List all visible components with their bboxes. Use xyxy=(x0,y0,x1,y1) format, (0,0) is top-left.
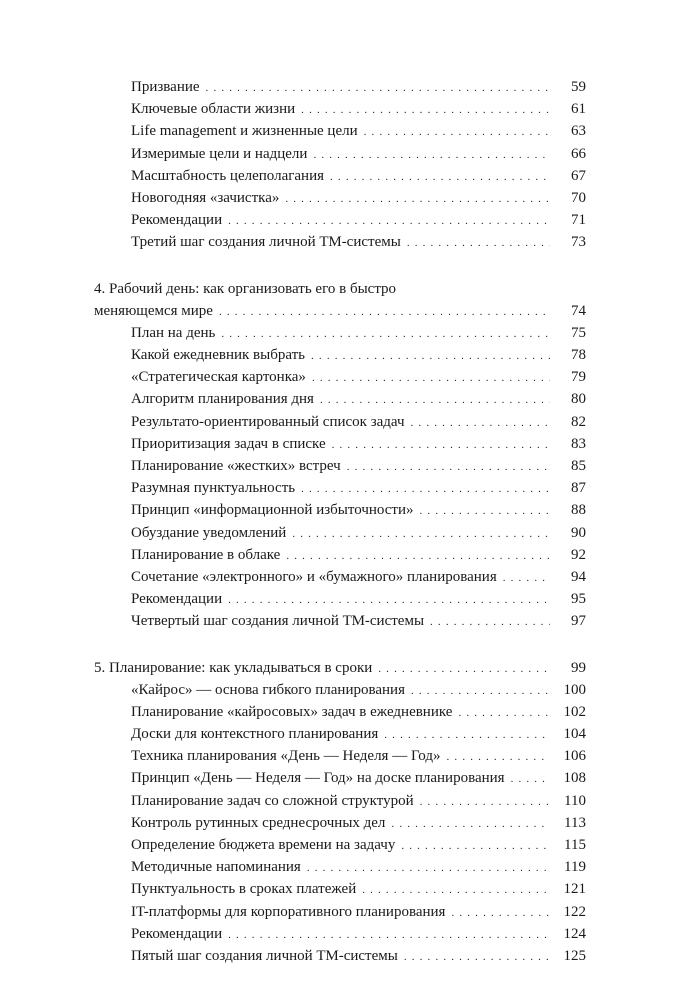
dot-leader xyxy=(420,791,550,813)
dot-leader xyxy=(221,323,550,345)
toc-entry[interactable] xyxy=(94,856,586,878)
chapter-title-text: 5. Планирование: как укладываться в сроки xyxy=(94,659,373,676)
dot-leader xyxy=(228,924,550,946)
toc-entry-page: 73 xyxy=(571,234,586,251)
dot-leader xyxy=(391,813,550,835)
toc-entry-page: 71 xyxy=(571,212,586,229)
toc-entry-page: 92 xyxy=(571,546,586,563)
dot-leader xyxy=(451,902,550,924)
toc-entry-page: 100 xyxy=(563,681,586,698)
toc-entry-page: 104 xyxy=(563,726,586,743)
toc-entry[interactable] xyxy=(94,610,586,632)
dot-leader xyxy=(447,746,550,768)
dot-leader xyxy=(347,456,550,478)
toc-entry-title: Обуздание уведомлений xyxy=(131,524,287,541)
toc-entry[interactable] xyxy=(94,322,586,344)
toc-entry[interactable] xyxy=(94,165,586,187)
dot-leader xyxy=(330,166,550,188)
toc-entry-page: 67 xyxy=(571,167,586,184)
toc-entry[interactable] xyxy=(94,767,586,789)
toc-entry[interactable] xyxy=(94,812,586,834)
dot-leader xyxy=(503,567,550,589)
dot-leader xyxy=(364,121,550,143)
toc-entry-title: IT-платформы для корпоративного планирования xyxy=(131,903,446,920)
toc-entry[interactable] xyxy=(94,745,586,767)
toc-entry-page: 102 xyxy=(563,703,586,720)
toc-entry-title: Life management и жизненные цели xyxy=(131,123,358,140)
toc-entry-title: Планирование «кайросовых» задач в ежедневнике xyxy=(131,703,453,720)
toc-entry-page: 78 xyxy=(571,347,586,364)
toc-entry[interactable] xyxy=(94,923,586,945)
dot-leader xyxy=(511,768,550,790)
toc-entry-page: 87 xyxy=(571,480,586,497)
toc-entry[interactable] xyxy=(94,120,586,142)
toc-entry-title: Результато-ориентированный список задач xyxy=(131,413,405,430)
dot-leader xyxy=(401,835,550,857)
toc-entry[interactable] xyxy=(94,455,586,477)
toc-entry-title: Пятый шаг создания личной ТМ-системы xyxy=(131,947,398,964)
toc-entry-page: 80 xyxy=(571,391,586,408)
toc-entry-page: 70 xyxy=(571,189,586,206)
dot-leader xyxy=(320,389,550,411)
toc-entry[interactable] xyxy=(94,945,586,967)
toc-entry[interactable] xyxy=(94,477,586,499)
chapter-title-line2: меняющемся мире xyxy=(94,302,213,319)
toc-entry-title: Призвание xyxy=(131,79,200,95)
toc-entry[interactable] xyxy=(94,723,586,745)
toc-entry[interactable] xyxy=(94,344,586,366)
toc-entry-title: Приоритизация задач в списке xyxy=(131,435,326,452)
toc-entry-page: 75 xyxy=(571,324,586,341)
toc-entry-title: Определение бюджета времени на задачу xyxy=(131,837,396,853)
toc-entry[interactable] xyxy=(94,878,586,900)
toc-entry-title: Рекомендации xyxy=(131,212,223,229)
toc-entry[interactable] xyxy=(94,566,586,588)
toc-entry-title: Алгоритм планирования дня xyxy=(131,391,314,408)
dot-leader xyxy=(384,724,550,746)
toc-entry-title: Масштабность целеполагания xyxy=(131,167,325,184)
toc-entry-title: Измеримые цели и надцели xyxy=(131,145,308,162)
toc-entry-page: 122 xyxy=(563,903,586,920)
toc-entry-title: Принцип «День — Неделя — Год» на доске планирования xyxy=(131,770,505,787)
dot-leader xyxy=(404,946,550,968)
toc-entry-title: Планирование задач со сложной структурой xyxy=(131,792,414,809)
dot-leader xyxy=(219,301,550,323)
toc-entry-page: 63 xyxy=(571,123,586,140)
toc-group-chapter-4 xyxy=(94,278,586,633)
toc-entry[interactable] xyxy=(94,679,586,701)
dot-leader xyxy=(301,99,550,121)
toc-entry-page: 119 xyxy=(564,859,586,876)
toc-entry[interactable] xyxy=(94,433,586,455)
toc-entry-title: Четвертый шаг создания личной ТМ-системы xyxy=(131,613,425,630)
toc-entry-page: 66 xyxy=(571,145,586,162)
dot-leader xyxy=(292,523,550,545)
toc-entry-page: 108 xyxy=(563,770,586,787)
toc-entry[interactable] xyxy=(94,98,586,120)
toc-entry-page: 121 xyxy=(563,881,586,898)
dot-leader xyxy=(332,434,550,456)
toc-entry-page: 85 xyxy=(571,458,586,474)
toc-entry[interactable] xyxy=(94,231,586,253)
toc-entry-title: Третий шаг создания личной ТМ-системы xyxy=(131,234,401,251)
dot-leader xyxy=(206,77,550,99)
toc-entry-title: Планирование «жестких» встреч xyxy=(131,458,341,474)
toc-entry-title: Сочетание «электронного» и «бумажного» планирования xyxy=(131,568,497,585)
toc-entry-title: «Стратегическая картонка» xyxy=(131,369,306,386)
dot-leader xyxy=(228,589,550,611)
dot-leader xyxy=(301,478,550,500)
dot-leader xyxy=(430,611,550,633)
dot-leader xyxy=(458,702,550,724)
toc-entry[interactable] xyxy=(94,834,586,856)
toc-entry-page: 94 xyxy=(571,568,586,585)
toc-entry-page: 83 xyxy=(571,435,586,452)
toc-entry-page: 88 xyxy=(571,502,586,519)
dot-leader xyxy=(286,545,550,567)
dot-leader xyxy=(411,412,550,434)
toc-entry[interactable] xyxy=(94,187,586,209)
toc-entry[interactable] xyxy=(94,388,586,410)
dot-leader xyxy=(362,879,550,901)
toc-entry[interactable] xyxy=(94,499,586,521)
toc-entry[interactable] xyxy=(94,544,586,566)
toc-entry-page: 106 xyxy=(563,748,586,765)
chapter-title-continued[interactable] xyxy=(94,300,586,322)
toc-entry-page: 61 xyxy=(571,101,586,118)
toc-entry[interactable] xyxy=(94,588,586,610)
dot-leader xyxy=(407,232,550,254)
toc-group-continued xyxy=(94,76,586,254)
toc-entry-title: План на день xyxy=(131,324,216,341)
toc-entry-title: Новогодняя «зачистка» xyxy=(131,189,280,206)
toc-entry[interactable] xyxy=(94,790,586,812)
toc-entry-title: Рекомендации xyxy=(131,925,223,942)
toc-entry-page: 90 xyxy=(571,524,586,541)
chapter-title[interactable] xyxy=(94,657,586,679)
table-of-contents xyxy=(94,76,586,967)
toc-entry-page: 97 xyxy=(571,613,586,630)
toc-entry-title: Техника планирования «День — Неделя — Год» xyxy=(131,748,441,765)
toc-entry[interactable] xyxy=(94,522,586,544)
toc-entry[interactable] xyxy=(94,143,586,165)
toc-entry-title: Ключевые области жизни xyxy=(131,101,296,118)
toc-entry-title: Методичные напоминания xyxy=(131,859,301,876)
dot-leader xyxy=(378,658,550,680)
toc-entry-page: 59 xyxy=(571,79,586,95)
toc-entry-title: Контроль рутинных среднесрочных дел xyxy=(131,814,386,831)
toc-entry-page: 124 xyxy=(563,925,586,942)
toc-entry[interactable] xyxy=(94,701,586,723)
dot-leader xyxy=(420,500,550,522)
toc-entry-page: 110 xyxy=(564,792,586,809)
toc-entry-page: 115 xyxy=(564,837,586,853)
dot-leader xyxy=(312,367,550,389)
toc-entry[interactable] xyxy=(94,366,586,388)
toc-entry-title: Пунктуальность в сроках платежей xyxy=(131,881,357,898)
dot-leader xyxy=(311,345,550,367)
dot-leader xyxy=(307,857,550,879)
toc-entry-title: Рекомендации xyxy=(131,591,223,608)
chapter-page: 99 xyxy=(571,659,586,676)
dot-leader xyxy=(411,680,550,702)
toc-entry-title: Доски для контекстного планирования xyxy=(131,726,379,743)
toc-entry-page: 79 xyxy=(571,369,586,386)
toc-entry-title: Какой ежедневник выбрать xyxy=(131,347,306,364)
toc-entry-page: 113 xyxy=(564,814,586,831)
toc-entry[interactable] xyxy=(94,209,586,231)
toc-entry[interactable] xyxy=(94,76,586,98)
dot-leader xyxy=(313,144,550,166)
dot-leader xyxy=(228,210,550,232)
dot-leader xyxy=(285,188,550,210)
toc-entry[interactable] xyxy=(94,411,586,433)
toc-entry-title: «Кайрос» — основа гибкого планирования xyxy=(131,681,405,698)
toc-entry-page: 95 xyxy=(571,591,586,608)
chapter-page: 74 xyxy=(571,302,586,319)
toc-entry[interactable] xyxy=(94,901,586,923)
chapter-title[interactable]: 4. Рабочий день: как организовать его в быстро xyxy=(94,280,397,297)
toc-entry-title: Принцип «информационной избыточности» xyxy=(131,502,414,519)
toc-entry-title: Разумная пунктуальность xyxy=(131,480,296,497)
toc-group-chapter-5 xyxy=(94,657,586,968)
toc-entry-page: 125 xyxy=(563,947,586,964)
toc-entry-page: 82 xyxy=(571,413,586,430)
toc-entry-title: Планирование в облаке xyxy=(131,546,281,563)
